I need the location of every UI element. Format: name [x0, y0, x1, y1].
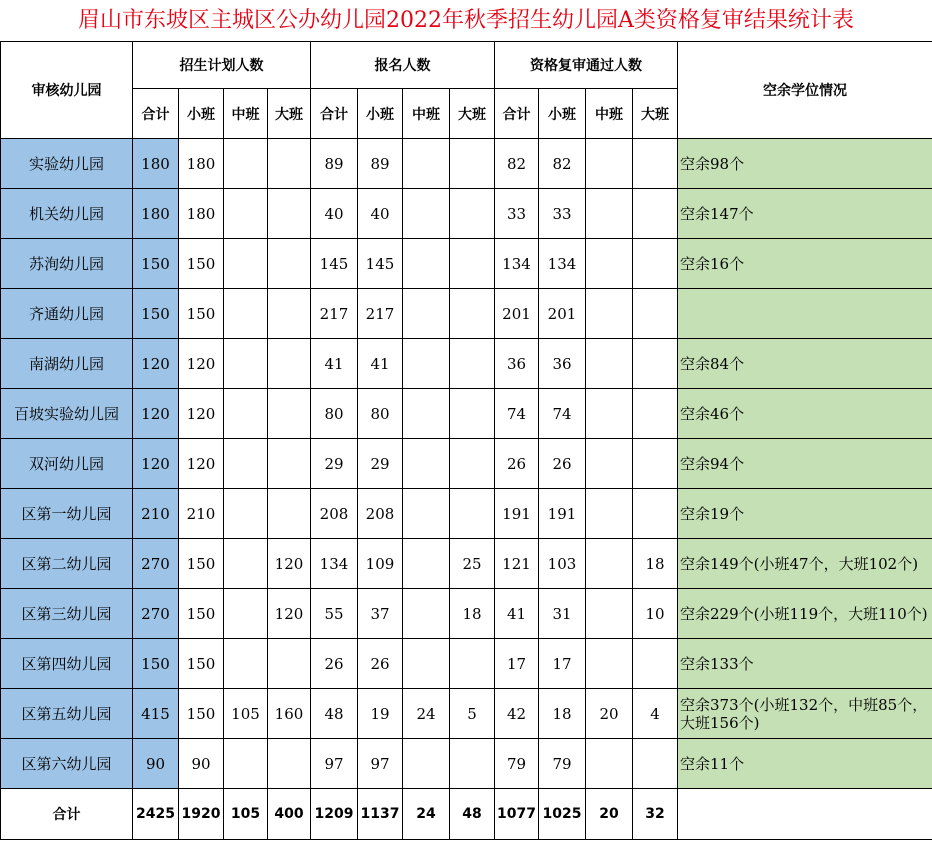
passed-middle-cell — [586, 639, 633, 689]
signup-total-cell: 97 — [311, 739, 358, 789]
signup-total-cell: 29 — [311, 439, 358, 489]
header-kindergarten: 审核幼儿园 — [1, 42, 133, 139]
passed-middle-sum: 20 — [586, 789, 633, 840]
table-row — [1, 289, 932, 339]
plan-middle-cell — [224, 139, 268, 189]
passed-large-cell — [633, 639, 678, 689]
signup-small-cell: 145 — [358, 239, 403, 289]
passed-small-cell: 17 — [539, 639, 586, 689]
plan-small-cell: 120 — [179, 339, 224, 389]
passed-middle-cell — [586, 139, 633, 189]
passed-small-cell: 31 — [539, 589, 586, 639]
subheader-middle: 中班 — [586, 89, 633, 139]
subheader-large: 大班 — [633, 89, 678, 139]
passed-total-cell: 121 — [495, 539, 539, 589]
plan-total-cell: 150 — [133, 639, 179, 689]
plan-total-cell: 150 — [133, 239, 179, 289]
plan-large-cell — [268, 339, 311, 389]
signup-small-cell: 109 — [358, 539, 403, 589]
plan-total-cell: 415 — [133, 689, 179, 739]
passed-small-cell: 134 — [539, 239, 586, 289]
plan-middle-cell — [224, 539, 268, 589]
vacancy-cell: 空余16个 — [678, 239, 932, 289]
subheader-total: 合计 — [311, 89, 358, 139]
plan-middle-cell: 105 — [224, 689, 268, 739]
passed-large-cell — [633, 439, 678, 489]
subheader-small: 小班 — [358, 89, 403, 139]
signup-large-cell — [450, 389, 495, 439]
plan-large-cell — [268, 389, 311, 439]
signup-large-cell — [450, 239, 495, 289]
plan-small-cell: 150 — [179, 689, 224, 739]
signup-small-cell: 217 — [358, 289, 403, 339]
subheader-middle: 中班 — [403, 89, 450, 139]
signup-large-cell: 5 — [450, 689, 495, 739]
kindergarten-name: 区第五幼儿园 — [1, 689, 133, 739]
signup-small-cell: 26 — [358, 639, 403, 689]
passed-large-cell — [633, 189, 678, 239]
passed-large-cell — [633, 239, 678, 289]
table-row — [1, 189, 932, 239]
signup-large-sum: 48 — [450, 789, 495, 840]
table-row — [1, 139, 932, 189]
vacancy-cell: 空余373个(小班132个，中班85个，大班156个) — [678, 689, 932, 739]
signup-large-cell: 18 — [450, 589, 495, 639]
kindergarten-name: 实验幼儿园 — [1, 139, 133, 189]
plan-total-sum: 2425 — [133, 789, 179, 840]
signup-total-cell: 26 — [311, 639, 358, 689]
admission-table — [0, 41, 932, 840]
signup-small-cell: 37 — [358, 589, 403, 639]
vacancy-cell: 空余149个(小班47个，大班102个) — [678, 539, 932, 589]
signup-middle-cell — [403, 389, 450, 439]
signup-small-cell: 40 — [358, 189, 403, 239]
vacancy-cell: 空余229个(小班119个，大班110个) — [678, 589, 932, 639]
total-label: 合计 — [1, 789, 133, 840]
signup-large-cell — [450, 339, 495, 389]
signup-total-cell: 217 — [311, 289, 358, 339]
signup-total-cell: 80 — [311, 389, 358, 439]
plan-middle-cell — [224, 639, 268, 689]
passed-small-cell: 36 — [539, 339, 586, 389]
signup-middle-cell — [403, 289, 450, 339]
table-row — [1, 589, 932, 639]
passed-small-cell: 191 — [539, 489, 586, 539]
passed-middle-cell: 20 — [586, 689, 633, 739]
passed-total-cell: 191 — [495, 489, 539, 539]
passed-large-cell: 18 — [633, 539, 678, 589]
passed-middle-cell — [586, 389, 633, 439]
passed-middle-cell — [586, 489, 633, 539]
plan-large-cell — [268, 289, 311, 339]
signup-small-cell: 208 — [358, 489, 403, 539]
passed-total-cell: 79 — [495, 739, 539, 789]
signup-middle-cell — [403, 189, 450, 239]
plan-total-cell: 150 — [133, 289, 179, 339]
passed-total-sum: 1077 — [495, 789, 539, 840]
passed-middle-cell — [586, 439, 633, 489]
plan-large-cell — [268, 239, 311, 289]
signup-middle-cell — [403, 239, 450, 289]
passed-total-cell: 17 — [495, 639, 539, 689]
signup-small-cell: 19 — [358, 689, 403, 739]
kindergarten-name: 齐通幼儿园 — [1, 289, 133, 339]
plan-middle-cell — [224, 189, 268, 239]
kindergarten-name: 区第四幼儿园 — [1, 639, 133, 689]
page-title: 眉山市东坡区主城区公办幼儿园2022年秋季招生幼儿园A类资格复审结果统计表 — [78, 8, 854, 33]
plan-small-cell: 210 — [179, 489, 224, 539]
vacancy-cell: 空余133个 — [678, 639, 932, 689]
passed-middle-cell — [586, 339, 633, 389]
signup-total-cell: 145 — [311, 239, 358, 289]
passed-small-sum: 1025 — [539, 789, 586, 840]
signup-total-cell: 48 — [311, 689, 358, 739]
passed-total-cell: 82 — [495, 139, 539, 189]
header-passed: 资格复审通过人数 — [495, 42, 678, 89]
plan-large-cell: 160 — [268, 689, 311, 739]
kindergarten-name: 百坡实验幼儿园 — [1, 389, 133, 439]
signup-middle-cell — [403, 489, 450, 539]
passed-large-sum: 32 — [633, 789, 678, 840]
table-row — [1, 439, 932, 489]
passed-small-cell: 33 — [539, 189, 586, 239]
passed-large-cell — [633, 139, 678, 189]
passed-large-cell: 4 — [633, 689, 678, 739]
plan-total-cell: 180 — [133, 139, 179, 189]
kindergarten-name: 区第六幼儿园 — [1, 739, 133, 789]
total-row — [1, 789, 932, 840]
signup-middle-cell — [403, 139, 450, 189]
signup-middle-cell — [403, 439, 450, 489]
passed-large-cell — [633, 739, 678, 789]
passed-large-cell: 10 — [633, 589, 678, 639]
signup-small-cell: 89 — [358, 139, 403, 189]
plan-total-cell: 270 — [133, 539, 179, 589]
signup-total-sum: 1209 — [311, 789, 358, 840]
passed-total-cell: 42 — [495, 689, 539, 739]
table-row — [1, 239, 932, 289]
signup-total-cell: 89 — [311, 139, 358, 189]
plan-small-cell: 150 — [179, 239, 224, 289]
plan-large-cell — [268, 189, 311, 239]
passed-middle-cell — [586, 739, 633, 789]
signup-middle-cell — [403, 739, 450, 789]
signup-middle-cell — [403, 539, 450, 589]
table-row — [1, 539, 932, 589]
passed-large-cell — [633, 289, 678, 339]
plan-small-cell: 150 — [179, 289, 224, 339]
plan-middle-cell — [224, 589, 268, 639]
kindergarten-name: 区第二幼儿园 — [1, 539, 133, 589]
table-row — [1, 739, 932, 789]
signup-large-cell — [450, 489, 495, 539]
plan-large-cell — [268, 439, 311, 489]
plan-total-cell: 120 — [133, 439, 179, 489]
plan-small-cell: 180 — [179, 139, 224, 189]
plan-middle-cell — [224, 389, 268, 439]
signup-large-cell — [450, 189, 495, 239]
signup-small-cell: 29 — [358, 439, 403, 489]
vacancy-cell: 空余94个 — [678, 439, 932, 489]
table-row — [1, 689, 932, 739]
passed-middle-cell — [586, 189, 633, 239]
subheader-small: 小班 — [179, 89, 224, 139]
subheader-large: 大班 — [450, 89, 495, 139]
header-vacancy: 空余学位情况 — [678, 42, 932, 139]
signup-total-cell: 208 — [311, 489, 358, 539]
plan-small-cell: 120 — [179, 439, 224, 489]
vacancy-cell: 空余84个 — [678, 339, 932, 389]
passed-total-cell: 33 — [495, 189, 539, 239]
passed-total-cell: 41 — [495, 589, 539, 639]
passed-large-cell — [633, 489, 678, 539]
passed-total-cell: 134 — [495, 239, 539, 289]
kindergarten-name: 苏洵幼儿园 — [1, 239, 133, 289]
plan-small-sum: 1920 — [179, 789, 224, 840]
signup-small-cell: 97 — [358, 739, 403, 789]
plan-middle-cell — [224, 239, 268, 289]
kindergarten-name: 区第一幼儿园 — [1, 489, 133, 539]
kindergarten-name: 机关幼儿园 — [1, 189, 133, 239]
kindergarten-name: 南湖幼儿园 — [1, 339, 133, 389]
signup-large-cell: 25 — [450, 539, 495, 589]
table-row — [1, 389, 932, 439]
signup-small-cell: 41 — [358, 339, 403, 389]
plan-large-cell — [268, 739, 311, 789]
signup-large-cell — [450, 289, 495, 339]
header-signup: 报名人数 — [311, 42, 495, 89]
signup-total-cell: 134 — [311, 539, 358, 589]
plan-large-cell: 120 — [268, 589, 311, 639]
plan-small-cell: 90 — [179, 739, 224, 789]
vacancy-cell: 空余46个 — [678, 389, 932, 439]
vacancy-cell: 空余11个 — [678, 739, 932, 789]
passed-middle-cell — [586, 539, 633, 589]
plan-large-cell: 120 — [268, 539, 311, 589]
passed-small-cell: 201 — [539, 289, 586, 339]
plan-small-cell: 150 — [179, 639, 224, 689]
subheader-total: 合计 — [133, 89, 179, 139]
subheader-small: 小班 — [539, 89, 586, 139]
vacancy-cell: 空余147个 — [678, 189, 932, 239]
passed-small-cell: 82 — [539, 139, 586, 189]
plan-small-cell: 120 — [179, 389, 224, 439]
signup-large-cell — [450, 139, 495, 189]
plan-total-cell: 120 — [133, 389, 179, 439]
plan-large-sum: 400 — [268, 789, 311, 840]
passed-small-cell: 74 — [539, 389, 586, 439]
plan-middle-cell — [224, 489, 268, 539]
passed-middle-cell — [586, 289, 633, 339]
plan-large-cell — [268, 139, 311, 189]
plan-large-cell — [268, 489, 311, 539]
vacancy-cell: 空余19个 — [678, 489, 932, 539]
signup-total-cell: 55 — [311, 589, 358, 639]
plan-small-cell: 180 — [179, 189, 224, 239]
passed-middle-cell — [586, 589, 633, 639]
table-row — [1, 489, 932, 539]
plan-total-cell: 270 — [133, 589, 179, 639]
signup-small-cell: 80 — [358, 389, 403, 439]
plan-large-cell — [268, 639, 311, 689]
passed-small-cell: 79 — [539, 739, 586, 789]
plan-total-cell: 120 — [133, 339, 179, 389]
plan-total-cell: 210 — [133, 489, 179, 539]
signup-middle-cell — [403, 639, 450, 689]
table-row — [1, 639, 932, 689]
passed-total-cell: 36 — [495, 339, 539, 389]
plan-small-cell: 150 — [179, 539, 224, 589]
signup-middle-cell — [403, 339, 450, 389]
plan-total-cell: 180 — [133, 189, 179, 239]
subheader-middle: 中班 — [224, 89, 268, 139]
signup-large-cell — [450, 439, 495, 489]
header-plan: 招生计划人数 — [133, 42, 311, 89]
subheader-total: 合计 — [495, 89, 539, 139]
signup-middle-sum: 24 — [403, 789, 450, 840]
vacancy-sum — [678, 789, 932, 840]
plan-small-cell: 150 — [179, 589, 224, 639]
signup-small-sum: 1137 — [358, 789, 403, 840]
signup-middle-cell — [403, 589, 450, 639]
plan-total-cell: 90 — [133, 739, 179, 789]
plan-middle-cell — [224, 339, 268, 389]
signup-total-cell: 40 — [311, 189, 358, 239]
passed-large-cell — [633, 389, 678, 439]
passed-total-cell: 201 — [495, 289, 539, 339]
subheader-large: 大班 — [268, 89, 311, 139]
signup-large-cell — [450, 639, 495, 689]
passed-small-cell: 18 — [539, 689, 586, 739]
signup-total-cell: 41 — [311, 339, 358, 389]
kindergarten-name: 区第三幼儿园 — [1, 589, 133, 639]
signup-middle-cell: 24 — [403, 689, 450, 739]
table-row — [1, 339, 932, 389]
plan-middle-cell — [224, 739, 268, 789]
passed-small-cell: 103 — [539, 539, 586, 589]
plan-middle-cell — [224, 439, 268, 489]
passed-small-cell: 26 — [539, 439, 586, 489]
passed-middle-cell — [586, 239, 633, 289]
passed-large-cell — [633, 339, 678, 389]
signup-large-cell — [450, 739, 495, 789]
kindergarten-name: 双河幼儿园 — [1, 439, 133, 489]
passed-total-cell: 74 — [495, 389, 539, 439]
vacancy-cell — [678, 289, 932, 339]
plan-middle-sum: 105 — [224, 789, 268, 840]
passed-total-cell: 26 — [495, 439, 539, 489]
plan-middle-cell — [224, 289, 268, 339]
vacancy-cell: 空余98个 — [678, 139, 932, 189]
